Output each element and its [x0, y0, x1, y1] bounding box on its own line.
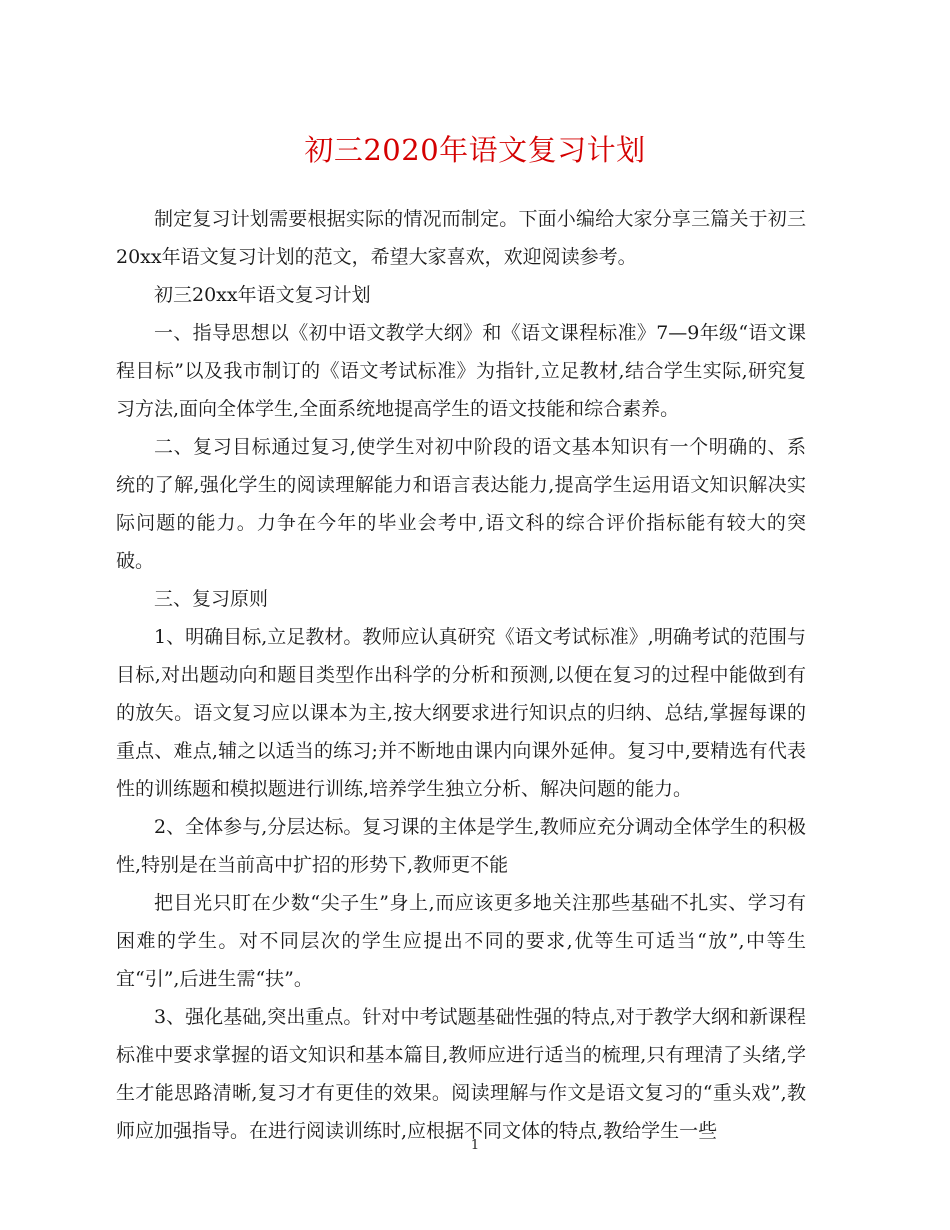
paragraph-principles-heading: 三、复习原则 [154, 588, 269, 610]
paragraph-principle-3: 3、强化基础,突出重点。针对中考试题基础性强的特点,对于教学大纲和新课程标准中要求掌握的语文知识和基本篇目,教师应进行适当的梳理,只有理清了头绪,学生才能思路清晰,复习才有更佳的效果。阅读理解与作文是语文复习的“重头戏”,教师应加强指导。在进行阅读训练时,应根据不同文体的特点,教给学生一些 [116, 1006, 806, 1142]
paragraph-principle-1: 1、明确目标,立足教材。教师应认真研究《语文考试标准》,明确考试的范围与目标,对出题动向和题目类型作出科学的分析和预测,以便在复习的过程中能做到有的放矢。语文复习应以课本为主,按大纲要求进行知识点的归纳、总结,掌握每课的重点、难点,辅之以适当的练习;并不断地由课内向课外延伸。复习中,要精选有代表性的训练题和模拟题进行训练,培养学生独立分析、解决问题的能力。 [116, 626, 806, 800]
paragraph-principle-2-cont: 把目光只盯在少数“尖子生”身上,而应该更多地关注那些基础不扎实、学习有困难的学生。对不同层次的学生应提出不同的要求,优等生可适当“放”,中等生宜“引”,后进生需“扶”。 [116, 892, 806, 990]
paragraph-subtitle: 初三20xx年语文复习计划 [154, 284, 371, 306]
paragraph-principle-2: 2、全体参与,分层达标。复习课的主体是学生,教师应充分调动全体学生的积极性,特别是在当前高中扩招的形势下,教师更不能 [116, 816, 806, 876]
page-number: 1 [470, 1138, 480, 1153]
document-title: 初三2020年语文复习计划 [304, 133, 646, 167]
paragraph-intro: 制定复习计划需要根据实际的情况而制定。下面小编给大家分享三篇关于初三20xx年语文复习计划的范文，希望大家喜欢，欢迎阅读参考。 [116, 208, 806, 268]
document-body [116, 200, 806, 1150]
paragraph-guiding-thought: 一、指导思想以《初中语文教学大纲》和《语文课程标准》7—9年级“语文课程目标”以及我市制订的《语文考试标准》为指针,立足教材,结合学生实际,研究复习方法,面向全体学生,全面系统地提高学生的语文技能和综合素养。 [116, 322, 806, 420]
paragraph-review-goals: 二、复习目标通过复习,使学生对初中阶段的语文基本知识有一个明确的、系统的了解,强化学生的阅读理解能力和语言表达能力,提高学生运用语文知识解决实际问题的能力。力争在今年的毕业会考中,语文科的综合评价指标能有较大的突破。 [116, 436, 806, 572]
